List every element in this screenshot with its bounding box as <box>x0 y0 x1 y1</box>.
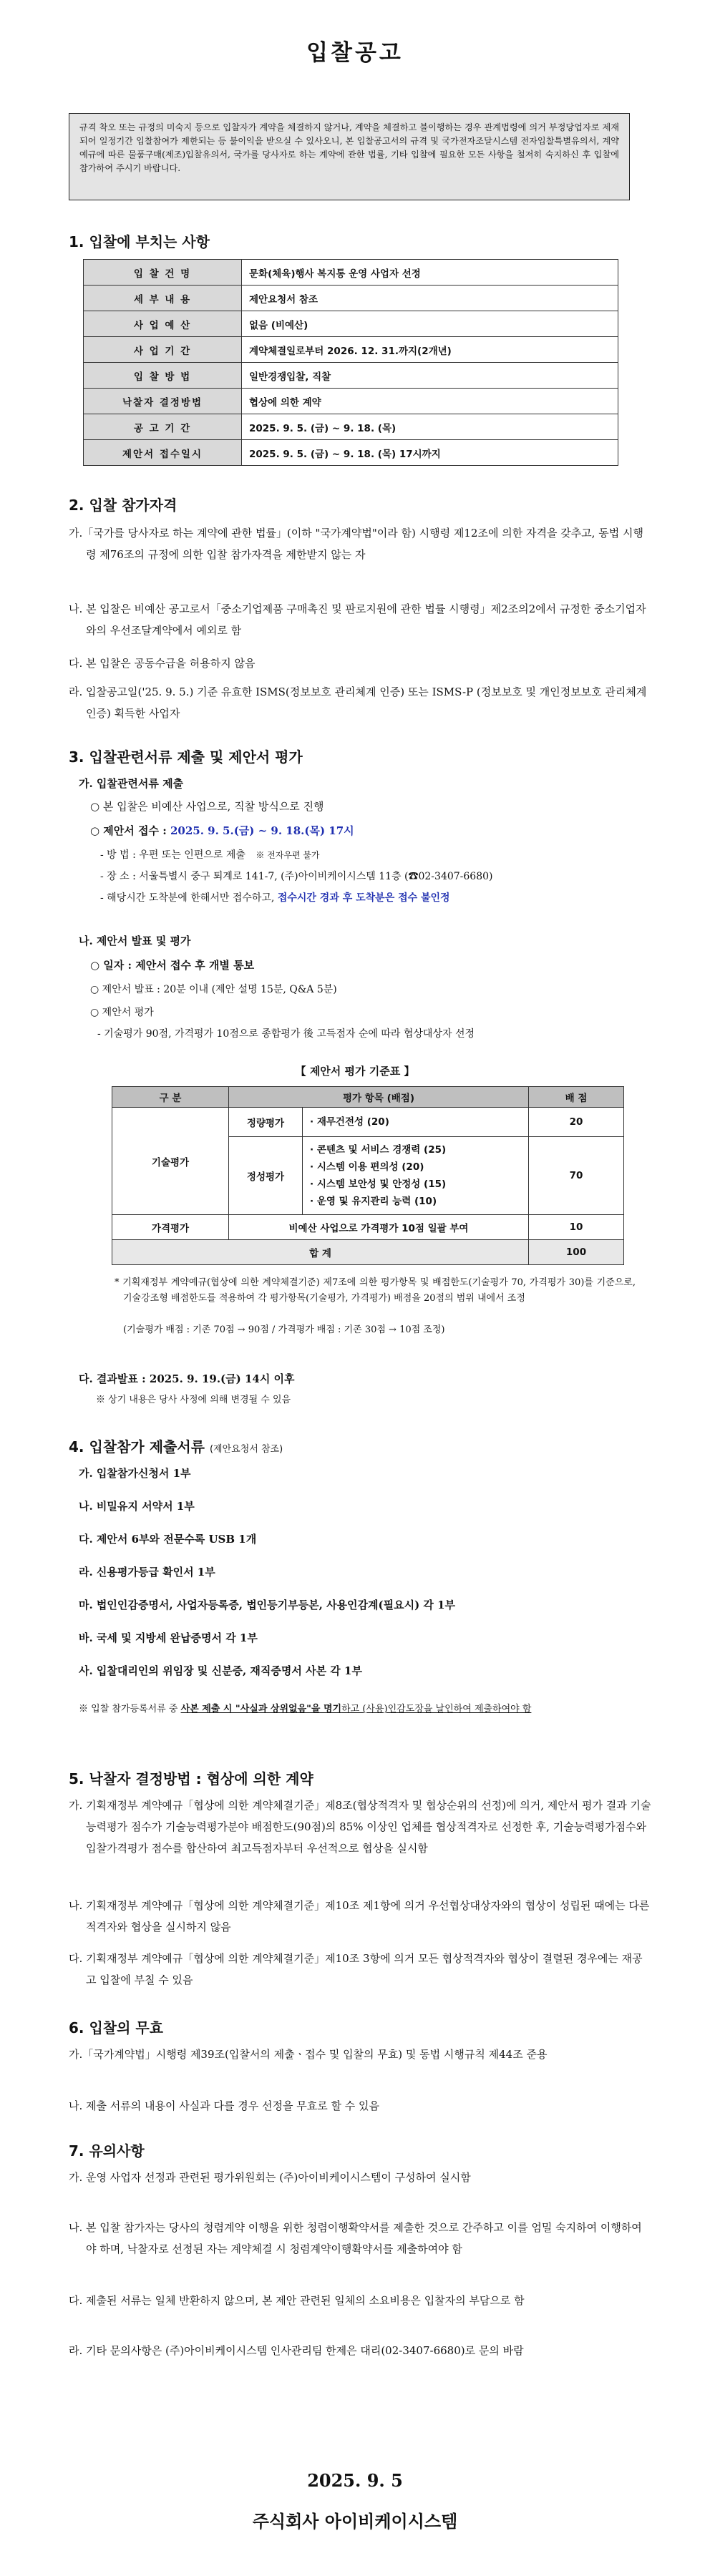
row-value: 일반경쟁입찰, 직찰 <box>242 363 618 389</box>
s3-d1-note: ※ 전자우편 불가 <box>256 850 320 860</box>
quant-item: · 재무건전성 (20) <box>303 1108 529 1137</box>
row-label: 사 업 예 산 <box>84 311 242 337</box>
col-items: 평가 항목 (배점) <box>229 1087 529 1108</box>
qual-items <box>303 1137 529 1215</box>
eval-note-2: (기술평가 배점 : 기존 70점 → 90점 / 가격평가 배점 : 기존 30점 → 10점 조정) <box>123 1324 445 1335</box>
col-score: 배 점 <box>529 1087 624 1108</box>
s3-na-title: 나. 제안서 발표 및 평가 <box>79 935 191 947</box>
s7-item-ga: 가. 운영 사업자 선정과 관련된 평가위원회는 (주)아이비케이시스템이 구성하여 실시함 <box>69 2171 471 2184</box>
eval-criteria-table <box>112 1086 624 1265</box>
bid-summary-row <box>84 389 618 414</box>
s3-d3 <box>100 889 450 907</box>
total-label: 합 계 <box>112 1240 529 1265</box>
row-label: 낙찰자 결정방법 <box>84 389 242 414</box>
footer-date: 2025. 9. 5 <box>307 2470 403 2491</box>
s3-ga-title: 가. 입찰관련서류 제출 <box>79 777 184 790</box>
cat-tech: 기술평가 <box>112 1108 229 1215</box>
eval-table-caption: 【 제안서 평가 기준표 】 <box>295 1065 415 1078</box>
row-value: 문화(체육)행사 복지통 운영 사업자 선정 <box>242 260 618 286</box>
price-score: 10 <box>529 1215 624 1240</box>
cat-price: 가격평가 <box>112 1215 229 1240</box>
s3-da-title: 다. 결과발표 : 2025. 9. 19.(금) 14시 이후 <box>79 1372 295 1385</box>
price-item: 비예산 사업으로 가격평가 10점 일괄 부여 <box>229 1215 529 1240</box>
row-label: 제안서 접수일시 <box>84 440 242 466</box>
s6-item-ga: 가.「국가계약법」시행령 제39조(입찰서의 제출ㆍ접수 및 입찰의 무효) 및 동법 시행규칙 제44조 준용 <box>69 2048 548 2061</box>
section-3-heading: 3. 입찰관련서류 제출 및 제안서 평가 <box>69 748 303 766</box>
s2-item-da: 다. 본 입찰은 공동수급을 허용하지 않음 <box>69 657 256 670</box>
s3-n2: ○ 제안서 발표 : 20분 이내 (제안 설명 15분, Q&A 5분) <box>90 984 337 995</box>
s2-item-ra: 라. 입찰공고일('25. 9. 5.) 기준 유효한 ISMS(정보보호 관리체계 인증) 또는 ISMS-P (정보보호 및 개인정보보호 관리체계 인증) 획득한 사업자 <box>69 686 647 720</box>
section-1-heading: 1. 입찰에 부치는 사항 <box>69 233 210 250</box>
page-title: 입찰공고 <box>306 40 404 66</box>
eval-note: * 기획재정부 계약예규(협상에 의한 계약체결기준) 제7조에 의한 평가항목 및 배점한도(기술평가 70, 가격평가 30)를 기준으로, 기술강조형 배점한도를 적용하여 각 평가항목(기술평가, 가격평가) 배점을 20점의 범위 내에서 조정 <box>115 1277 636 1304</box>
qual-item: · 콘텐츠 및 서비스 경쟁력 (25) <box>310 1144 447 1156</box>
s4-doc-item: 사. 입찰대리인의 위임장 및 신분증, 재직증명서 사본 각 1부 <box>79 1664 362 1677</box>
s4-note-c: 하고 (사용)인감도장을 날인하여 제출하여야 함 <box>341 1704 532 1714</box>
section-7-heading: 7. 유의사항 <box>69 2142 145 2160</box>
s4-doc-item: 가. 입찰참가신청서 1부 <box>79 1467 191 1480</box>
s3-d1 <box>100 846 320 864</box>
s2-item-ga: 가.「국가를 당사자로 하는 계약에 관한 법률」(이하 "국가계약법"이라 함) 시행령 제12조에 의한 자격을 갖추고, 동법 시행령 제76조의 규정에 의한 입찰 참가자격을 제한받지 않는 자 <box>69 527 643 561</box>
bid-summary-row <box>84 260 618 286</box>
s7-item-da: 다. 제출된 서류는 일체 반환하지 않으며, 본 제안 관련된 일체의 소요비용은 입찰자의 부담으로 함 <box>69 2294 525 2307</box>
s4-doc-item: 라. 신용평가등급 확인서 1부 <box>79 1566 215 1579</box>
total-score: 100 <box>529 1240 624 1265</box>
row-value: 없음 (비예산) <box>242 311 618 337</box>
quant-score: 20 <box>529 1108 624 1137</box>
row-label: 사 업 기 간 <box>84 337 242 363</box>
row-value: 2025. 9. 5. (금) ~ 9. 18. (목) 17시까지 <box>242 440 618 466</box>
section-4-heading <box>69 1435 283 1456</box>
s4-doc-item: 바. 국세 및 지방세 완납증명서 각 1부 <box>79 1631 258 1644</box>
s3-da-note: ※ 상기 내용은 당사 사정에 의해 변경될 수 있음 <box>96 1395 291 1405</box>
s3-d2: - 장 소 : 서울특별시 중구 퇴계로 141-7, (주)아이비케이시스템 11층 (☎02-3407-6680) <box>100 871 493 882</box>
s3-o2-date: 2025. 9. 5.(금) ~ 9. 18.(목) 17시 <box>170 824 354 837</box>
s3-o1: ○ 본 입찰은 비예산 사업으로, 직찰 방식으로 진행 <box>90 800 324 813</box>
s6-item-na: 나. 제출 서류의 내용이 사실과 다를 경우 선정을 무효로 할 수 있음 <box>69 2099 379 2112</box>
section-6-heading: 6. 입찰의 무효 <box>69 2019 164 2036</box>
s4-doc-item: 다. 제안서 6부와 전문수록 USB 1개 <box>79 1533 257 1546</box>
s7-item-na: 나. 본 입찰 참가자는 당사의 청렴계약 이행을 위한 청렴이행확약서를 제출한 것으로 간주하고 이를 엄밀 숙지하여 이행하여야 하며, 낙찰자로 선정된 자는 계약체결 시 청렴계약이행확약서를 제출하여야 함 <box>69 2221 642 2255</box>
s3-d3-text: - 해당시간 도착분에 한해서만 접수하고, <box>100 892 278 904</box>
s4-heading-text: 4. 입찰참가 제출서류 <box>69 1438 205 1455</box>
s3-o2 <box>90 820 354 841</box>
s3-n3: ○ 제안서 평가 <box>90 1007 154 1018</box>
bid-summary-row <box>84 440 618 466</box>
row-label: 입 찰 건 명 <box>84 260 242 286</box>
bid-summary-row <box>84 414 618 440</box>
qual-item: · 운영 및 유지관리 능력 (10) <box>310 1196 437 1207</box>
bid-summary-row <box>84 337 618 363</box>
s4-note <box>79 1702 647 1717</box>
s4-heading-sub: (제안요청서 참조) <box>209 1444 283 1455</box>
row-label: 공 고 기 간 <box>84 414 242 440</box>
qual-item: · 시스템 이용 편의성 (20) <box>310 1161 424 1173</box>
qual-score: 70 <box>529 1137 624 1215</box>
s3-n4: - 기술평가 90점, 가격평가 10점으로 종합평가 後 고득점자 순에 따라 협상대상자 선정 <box>97 1028 475 1040</box>
col-category: 구 분 <box>112 1087 229 1108</box>
s3-d3-emph: 접수시간 경과 후 도착분은 접수 불인정 <box>277 892 450 904</box>
row-label: 세 부 내 용 <box>84 286 242 311</box>
s7-item-ra: 라. 기타 문의사항은 (주)아이비케이시스템 인사관리팀 한제은 대리(02-3407-6680)로 문의 바람 <box>69 2344 524 2357</box>
row-value: 2025. 9. 5. (금) ~ 9. 18. (목) <box>242 414 618 440</box>
s4-doc-item: 마. 법인인감증명서, 사업자등록증, 법인등기부등본, 사용인감계(필요시) 각 1부 <box>79 1599 456 1611</box>
sub-qual: 정성평가 <box>229 1137 303 1215</box>
row-value: 협상에 의한 계약 <box>242 389 618 414</box>
bid-summary-row <box>84 311 618 337</box>
s3-n1: ○ 일자 : 제안서 접수 후 개별 통보 <box>90 959 255 972</box>
caution-box: 규격 착오 또는 규정의 미숙지 등으로 입찰자가 계약을 체결하지 않거나, 계약을 체결하고 불이행하는 경우 관계법령에 의거 부정당업자로 제재되어 일정기간 입찰참여가 제한되는 등 불이익을 받으실 수 있사오니, 본 입찰공고서의 규격 및 국가전자조달시스템 전자입찰특별유의서, 계약예규에 따른 물품구매(제조)입찰유의서, 국가를 당사자로 하는 계약에 관한 법률, 기타 입찰에 필요한 모든 사항을 철저히 숙지하신 후 입찰에 참가하여 주시기 바랍니다. <box>69 113 630 200</box>
row-value: 제안요청서 참조 <box>242 286 618 311</box>
s4-note-b: 사본 제출 시 "사실과 상위없음"을 명기 <box>180 1704 342 1714</box>
s4-doc-item: 나. 비밀유지 서약서 1부 <box>79 1500 195 1513</box>
bid-summary-row <box>84 286 618 311</box>
bid-summary-row <box>84 363 618 389</box>
s4-note-a: ※ 입찰 참가등록서류 중 <box>79 1704 181 1714</box>
row-label: 입 찰 방 법 <box>84 363 242 389</box>
qual-item: · 시스템 보안성 및 안정성 (15) <box>310 1179 447 1190</box>
s5-item-na: 나. 기획재정부 계약예규「협상에 의한 계약체결기준」제10조 제1항에 의거 우선협상대상자와의 협상이 성립된 때에는 다른 적격자와 협상을 실시하지 않음 <box>69 1899 650 1933</box>
s5-item-da: 다. 기획재정부 계약예규「협상에 의한 계약체결기준」제10조 3항에 의거 모든 협상적격자와 협상이 결렬된 경우에는 재공고 입찰에 부칠 수 있음 <box>69 1952 643 1986</box>
section-2-heading: 2. 입찰 참가자격 <box>69 497 178 514</box>
s5-item-ga: 가. 기획재정부 계약예규「협상에 의한 계약체결기준」제8조(협상적격자 및 협상순위의 선정)에 의거, 제안서 평가 결과 기술능력평가 점수가 기술능력평가분야 배점한도(90점)의 85% 이상인 업체를 협상적격자로 선정한 후, 기술능력평가점수와 입찰가격평가 점수를 합산하여 최고득점자부터 우선적으로 협상을 실시함 <box>69 1799 651 1855</box>
sub-quant: 정량평가 <box>229 1108 303 1137</box>
section-5-heading: 5. 낙찰자 결정방법 : 협상에 의한 계약 <box>69 1770 313 1787</box>
s2-item-na: 나. 본 입찰은 비예산 공고로서「중소기업제품 구매촉진 및 판로지원에 관한 법률 시행령」제2조의2에서 규정한 중소기업자와의 우선조달계약에서 예외로 함 <box>69 602 646 637</box>
row-value: 계약체결일로부터 2026. 12. 31.까지(2개년) <box>242 337 618 363</box>
s3-d1-text: - 방 법 : 우편 또는 인편으로 제출 <box>100 849 245 861</box>
bid-summary-table <box>83 259 618 466</box>
s3-o2-label: ○ 제안서 접수 : <box>90 824 170 837</box>
footer-company: 주식회사 아이비케이시스템 <box>252 2511 458 2532</box>
